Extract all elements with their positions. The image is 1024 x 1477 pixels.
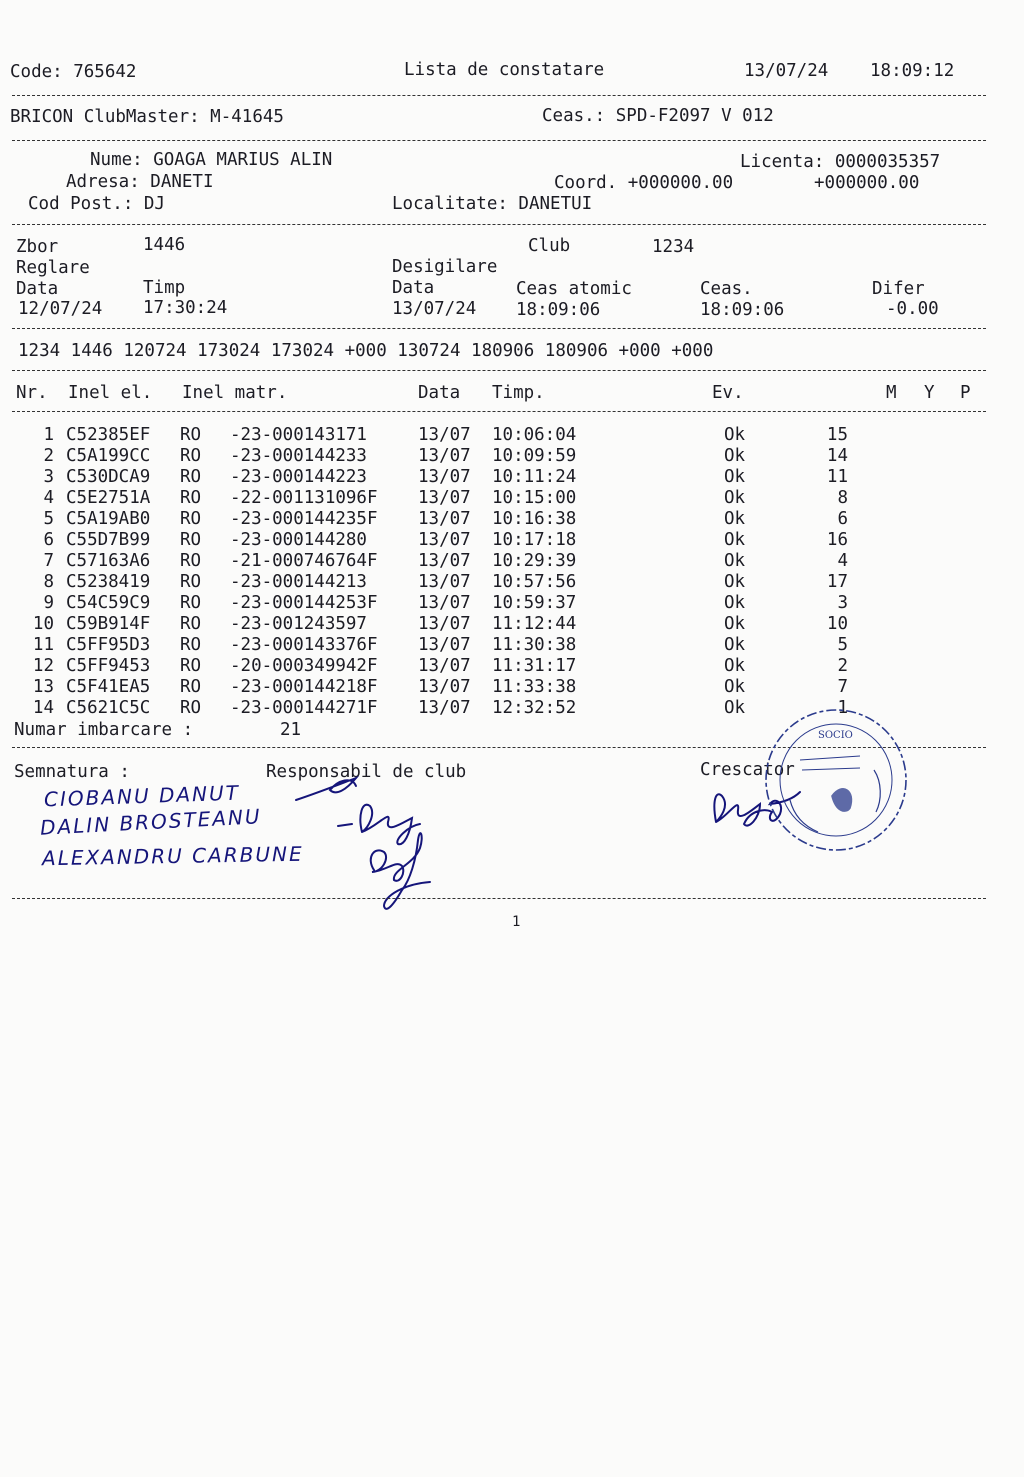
row-data: 13/07 [418, 593, 471, 613]
row-nr: 12 [32, 656, 54, 676]
reglare-label: Reglare [16, 258, 90, 278]
row-inel-matr: -23-000143171 [230, 425, 367, 445]
row-country: RO [180, 467, 202, 487]
row-inel-el: C5FF9453 [66, 656, 151, 676]
col-y: Y [924, 383, 935, 403]
row-data: 13/07 [418, 488, 471, 508]
row-timp: 11:12:44 [492, 614, 577, 634]
row-position: 16 [826, 530, 848, 550]
handwritten-name-2: DALIN BROSTEANU [39, 804, 263, 840]
boarding-count-value: 21 [280, 720, 302, 740]
col-ev: Ev. [712, 383, 744, 403]
row-timp: 11:33:38 [492, 677, 577, 697]
row-data: 13/07 [418, 656, 471, 676]
row-nr: 6 [43, 530, 54, 550]
row-inel-el: C530DCA9 [66, 467, 151, 487]
row-inel-matr: -23-000144280 [230, 530, 367, 550]
row-position: 10 [826, 614, 848, 634]
row-country: RO [180, 446, 202, 466]
handwritten-name-3: ALEXANDRU CARBUNE [41, 841, 304, 871]
difference-value: -0.00 [886, 299, 939, 319]
row-data: 13/07 [418, 509, 471, 529]
row-data: 13/07 [418, 677, 471, 697]
row-position: 17 [826, 572, 848, 592]
row-inel-matr: -23-000144235F [230, 509, 378, 529]
row-nr: 11 [32, 635, 54, 655]
row-inel-el: C5A19AB0 [66, 509, 151, 529]
row-timp: 10:29:39 [492, 551, 577, 571]
row-country: RO [180, 530, 202, 550]
row-ev: Ok [724, 467, 746, 487]
col-timp: Timp. [492, 383, 545, 403]
row-inel-el: C5A199CC [66, 446, 151, 466]
row-country: RO [180, 656, 202, 676]
coordinates-2: +000000.00 [814, 173, 920, 193]
row-ev: Ok [724, 446, 746, 466]
license: Licenta: 0000035357 [740, 152, 941, 172]
row-position: 8 [837, 488, 848, 508]
row-inel-matr: -22-001131096F [230, 488, 378, 508]
row-ev: Ok [724, 656, 746, 676]
reglare-time: 17:30:24 [143, 298, 228, 318]
row-country: RO [180, 488, 202, 508]
row-country: RO [180, 509, 202, 529]
row-timp: 10:57:56 [492, 572, 577, 592]
club-stamp [766, 710, 906, 850]
col-p: P [960, 383, 971, 403]
row-inel-el: C5E2751A [66, 488, 151, 508]
row-position: 1 [837, 698, 848, 718]
signature-scribbles [296, 778, 800, 909]
row-country: RO [180, 698, 202, 718]
divider [12, 898, 986, 899]
page-number: 1 [512, 914, 521, 930]
clock-label: Ceas. [700, 279, 753, 299]
row-country: RO [180, 593, 202, 613]
atomic-time: 18:09:06 [516, 300, 601, 320]
row-inel-el: C52385EF [66, 425, 151, 445]
row-position: 3 [837, 593, 848, 613]
print-time: 18:09:12 [870, 61, 955, 81]
row-position: 6 [837, 509, 848, 529]
row-inel-matr: -23-000144233 [230, 446, 367, 466]
row-nr: 7 [43, 551, 54, 571]
row-nr: 9 [43, 593, 54, 613]
row-timp: 10:16:38 [492, 509, 577, 529]
row-position: 11 [826, 467, 848, 487]
row-nr: 3 [43, 467, 54, 487]
code: Code: 765642 [10, 62, 137, 82]
row-position: 14 [826, 446, 848, 466]
row-position: 7 [837, 677, 848, 697]
address: Adresa: DANETI [66, 172, 214, 192]
row-timp: 12:32:52 [492, 698, 577, 718]
row-position: 5 [837, 635, 848, 655]
data-label: Data [16, 279, 59, 299]
row-timp: 10:09:59 [492, 446, 577, 466]
col-nr: Nr. [16, 383, 48, 403]
club-responsible-label: Responsabil de club [266, 762, 467, 782]
reglare-date: 12/07/24 [18, 299, 103, 319]
row-ev: Ok [724, 614, 746, 634]
row-ev: Ok [724, 677, 746, 697]
row-inel-matr: -23-000144223 [230, 467, 367, 487]
row-ev: Ok [724, 488, 746, 508]
row-timp: 10:17:18 [492, 530, 577, 550]
row-data: 13/07 [418, 530, 471, 550]
row-ev: Ok [724, 551, 746, 571]
col-m: M [886, 383, 897, 403]
row-country: RO [180, 677, 202, 697]
col-data: Data [418, 383, 461, 403]
row-ev: Ok [724, 425, 746, 445]
row-nr: 5 [43, 509, 54, 529]
row-inel-matr: -23-001243597 [230, 614, 367, 634]
row-data: 13/07 [418, 425, 471, 445]
row-country: RO [180, 551, 202, 571]
postal-code: Cod Post.: DJ [28, 194, 165, 214]
owner-name: Nume: GOAGA MARIUS ALIN [90, 150, 333, 170]
row-inel-matr: -20-000349942F [230, 656, 378, 676]
row-country: RO [180, 614, 202, 634]
desigilare-date: 13/07/24 [392, 299, 477, 319]
flight-label: Zbor [16, 237, 59, 257]
row-inel-el: C55D7B99 [66, 530, 151, 550]
code-line: 1234 1446 120724 173024 173024 +000 130724 180906 180906 +000 +000 [18, 341, 714, 361]
row-data: 13/07 [418, 446, 471, 466]
timp-label: Timp [143, 278, 186, 298]
row-nr: 10 [32, 614, 54, 634]
row-data: 13/07 [418, 467, 471, 487]
row-inel-el: C5621C5C [66, 698, 151, 718]
data-label-2: Data [392, 278, 435, 298]
page-title: Lista de constatare [404, 60, 605, 80]
club-label: Club [528, 236, 571, 256]
row-position: 15 [826, 425, 848, 445]
row-position: 4 [837, 551, 848, 571]
row-position: 2 [837, 656, 848, 676]
desigilare-label: Desigilare [392, 257, 498, 277]
clock-id: Ceas.: SPD-F2097 V 012 [542, 106, 774, 126]
row-data: 13/07 [418, 635, 471, 655]
row-inel-el: C59B914F [66, 614, 151, 634]
print-date: 13/07/24 [744, 61, 829, 81]
row-data: 13/07 [418, 698, 471, 718]
coordinates: Coord. +000000.00 [554, 173, 734, 193]
row-country: RO [180, 572, 202, 592]
row-inel-el: C54C59C9 [66, 593, 151, 613]
row-nr: 14 [32, 698, 54, 718]
clubmaster: BRICON ClubMaster: M-41645 [10, 107, 284, 127]
row-data: 13/07 [418, 551, 471, 571]
club-number: 1234 [652, 237, 695, 257]
row-timp: 10:11:24 [492, 467, 577, 487]
row-timp: 10:06:04 [492, 425, 577, 445]
signature-label: Semnatura : [14, 762, 130, 782]
handwritten-name-1: CIOBANU DANUT [43, 780, 241, 812]
row-inel-matr: -23-000144213 [230, 572, 367, 592]
row-ev: Ok [724, 635, 746, 655]
row-inel-el: C57163A6 [66, 551, 151, 571]
row-timp: 11:31:17 [492, 656, 577, 676]
row-nr: 2 [43, 446, 54, 466]
clock-time: 18:09:06 [700, 300, 785, 320]
locality: Localitate: DANETUI [392, 194, 593, 214]
row-inel-matr: -23-000143376F [230, 635, 378, 655]
flight-number: 1446 [143, 235, 186, 255]
atomic-clock-label: Ceas atomic [516, 279, 632, 299]
row-ev: Ok [724, 593, 746, 613]
row-timp: 11:30:38 [492, 635, 577, 655]
difference-label: Difer [872, 279, 925, 299]
row-nr: 1 [43, 425, 54, 445]
row-data: 13/07 [418, 614, 471, 634]
row-ev: Ok [724, 509, 746, 529]
row-ev: Ok [724, 530, 746, 550]
stamp-text: SOCIO [818, 730, 853, 741]
row-inel-el: C5238419 [66, 572, 151, 592]
row-country: RO [180, 635, 202, 655]
row-inel-matr: -23-000144218F [230, 677, 378, 697]
row-timp: 10:59:37 [492, 593, 577, 613]
row-inel-matr: -23-000144253F [230, 593, 378, 613]
row-nr: 4 [43, 488, 54, 508]
row-nr: 8 [43, 572, 54, 592]
boarding-count-label: Numar imbarcare : [14, 720, 194, 740]
row-inel-matr: -23-000144271F [230, 698, 378, 718]
row-nr: 13 [32, 677, 54, 697]
row-inel-matr: -21-000746764F [230, 551, 378, 571]
col-inel-matr: Inel matr. [182, 383, 288, 403]
row-timp: 10:15:00 [492, 488, 577, 508]
row-inel-el: C5F41EA5 [66, 677, 151, 697]
row-ev: Ok [724, 698, 746, 718]
row-inel-el: C5FF95D3 [66, 635, 151, 655]
row-ev: Ok [724, 572, 746, 592]
col-inel-el: Inel el. [68, 383, 153, 403]
row-data: 13/07 [418, 572, 471, 592]
breeder-label: Crescator [700, 760, 795, 780]
row-country: RO [180, 425, 202, 445]
